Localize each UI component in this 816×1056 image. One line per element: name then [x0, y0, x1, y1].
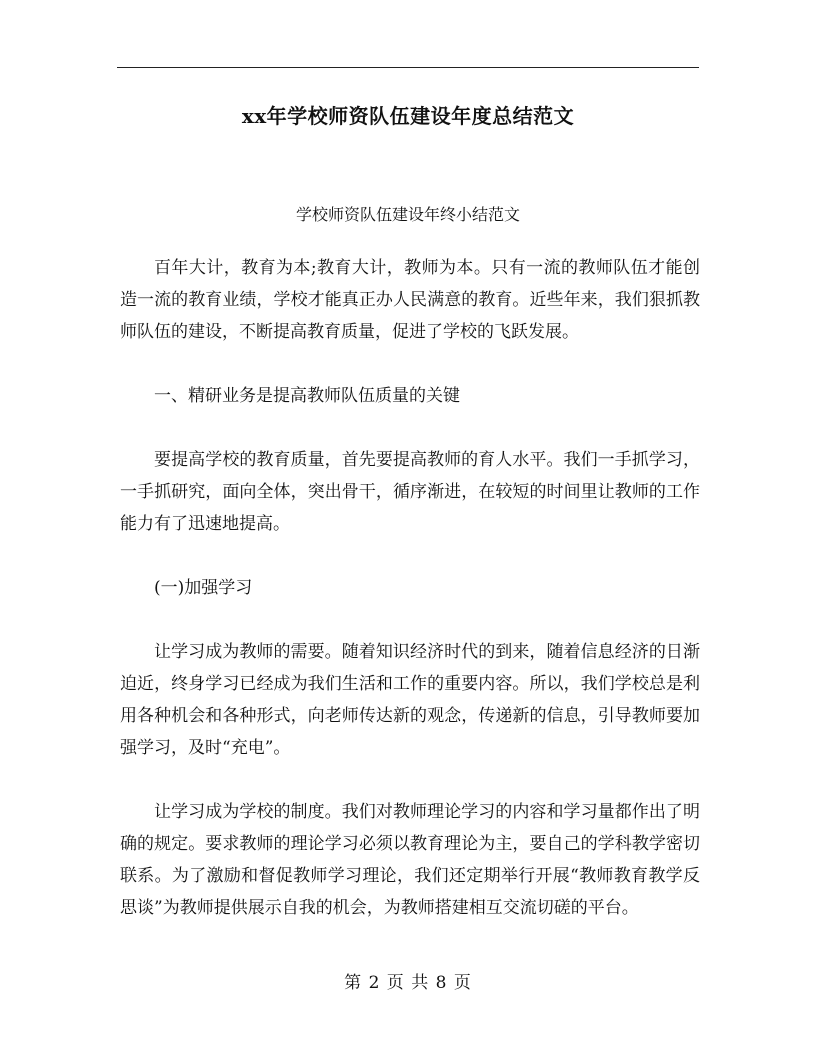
document-subtitle: 学校师资队伍建设年终小结范文 [295, 205, 520, 224]
paragraph-learning-system: 让学习成为学校的制度。我们对教师理论学习的内容和学习量都作出了明确的规定。要求教师的理论学习必须以教育理论为主，要自己的学科教学密切联系。为了激励和督促教师学习理论，我们还定期举行开展“教师教育教学反思谈”为教师提供展示自我的机会，为教师搭建相互交流切磋的平台。 [120, 802, 700, 918]
subsection-heading-1: (一)加强学习 [154, 578, 253, 598]
paragraph-section-1: 要提高学校的教育质量，首先要提高教师的育人水平。我们一手抓学习，一手抓研究，面向全体，突出骨干，循序渐进，在较短的时间里让教师的工作能力有了迅速地提高。 [120, 450, 700, 534]
page-number: 第 2 页 共 8 页 [344, 973, 472, 993]
document-body [120, 252, 700, 956]
paragraph-intro: 百年大计，教育为本;教育大计，教师为本。只有一流的教师队伍才能创造一流的教育业绩，学校才能真正办人民满意的教育。近些年来，我们狠抓教师队伍的建设，不断提高教育质量，促进了学校的飞跃发展。 [120, 258, 700, 342]
document-title: xx年学校师资队伍建设年度总结范文 [241, 104, 575, 128]
paragraph-learning-need: 让学习成为教师的需要。随着知识经济时代的到来，随着信息经济的日渐迫近，终身学习已经成为我们生活和工作的重要内容。所以，我们学校总是利用各种机会和各种形式，向老师传达新的观念，传递新的信息，引导教师要加强学习，及时“充电”。 [120, 642, 700, 758]
section-heading-1: 一、精研业务是提高教师队伍质量的关键 [154, 386, 460, 406]
header-rule [117, 67, 699, 68]
